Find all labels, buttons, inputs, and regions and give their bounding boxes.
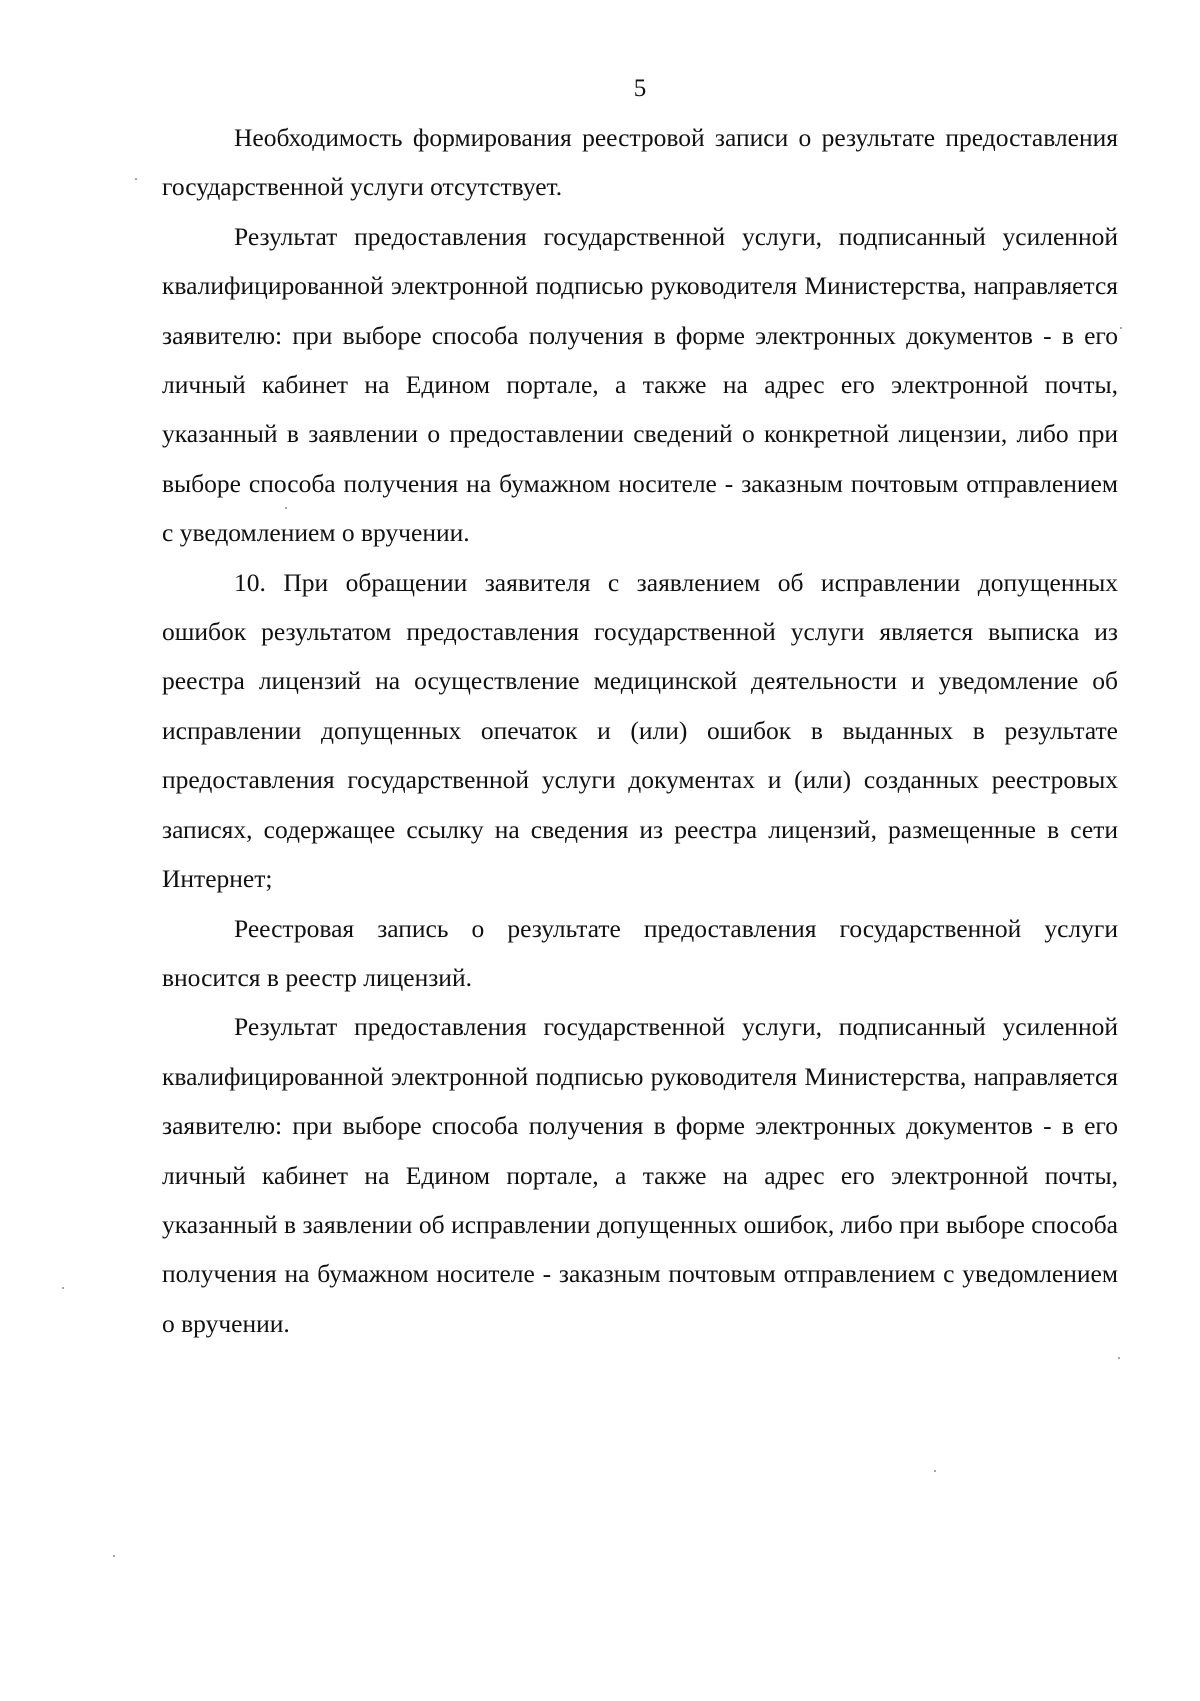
paragraph-result-delivery-license: Результат предоставления государственной услуги, подписанный усиленной квалифицированной электронной подписью руководителя Министерства, направляется заявителю: при выборе способа получения в форме электронных документов - в его личный кабинет на Едином портале, а также на адрес его электронной почты, указанный в заявлении о предоставлении сведений о конкретной лицензии, либо при выборе способа получения на бумажном носителе - заказным почтовым отправлением с уведомлением о вручении.	[162, 221, 1118, 548]
paragraph-registry-note: Необходимость формирования реестровой записи о результате предоставления государственной услуги отсутствует.	[162, 123, 1118, 202]
paragraph-registry-entry: Реестровая запись о результате предоставления государственной услуги вносится в реестр лицензий.	[162, 913, 1118, 992]
scan-speck	[1120, 327, 1122, 329]
document-body	[162, 113, 1118, 1348]
paragraph-result-delivery-correction: Результат предоставления государственной услуги, подписанный усиленной квалифицированной электронной подписью руководителя Министерства, направляется заявителю: при выборе способа получения в форме электронных документов - в его личный кабинет на Едином портале, а также на адрес его электронной почты, указанный в заявлении об исправлении допущенных ошибок, либо при выборе способа получения на бумажном носителе - заказным почтовым отправлением с уведомлением о вручении.	[162, 1012, 1118, 1338]
paragraph-item-10: 10. При обращении заявителя с заявлением об исправлении допущенных ошибок результатом предоставления государственной услуги является выписка из реестра лицензий на осуществление медицинской деятельности и уведомление об исправлении допущенных опечаток и (или) ошибок в выданных в результате предоставления государственной услуги документах и (или) созданных реестровых записях, содержащее ссылку на сведения из реестра лицензий, размещенные в сети Интернет;	[162, 567, 1118, 894]
page-number: 5	[633, 75, 647, 102]
scan-speck	[135, 178, 137, 180]
scan-speck	[62, 1287, 64, 1289]
scan-speck	[1118, 1357, 1120, 1359]
scan-speck	[285, 507, 287, 509]
scan-speck	[113, 1555, 115, 1557]
scan-speck	[934, 1470, 936, 1472]
